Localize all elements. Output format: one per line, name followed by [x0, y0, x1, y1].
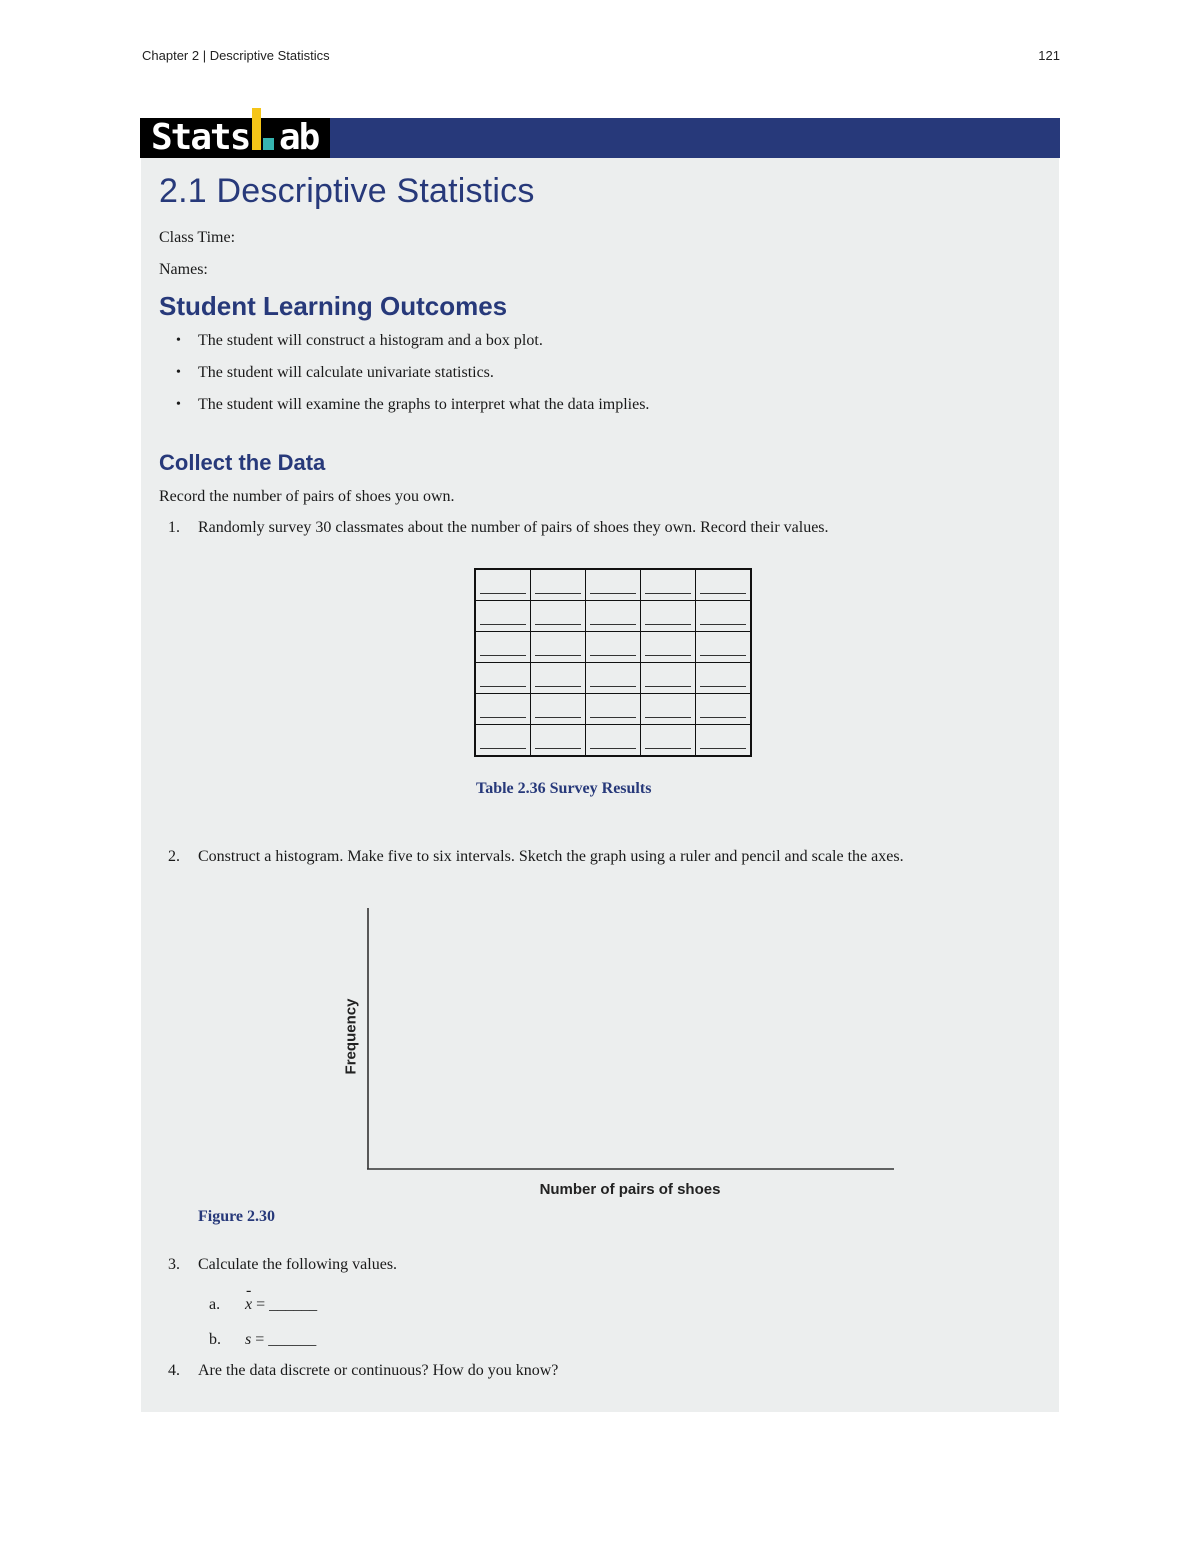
blank-cell[interactable] [531, 694, 586, 725]
subitem-mean [209, 1282, 318, 1314]
blank-cell[interactable] [641, 725, 696, 757]
collect-heading: Collect the Data [159, 450, 326, 475]
step-1 [168, 519, 829, 537]
stdev-blank[interactable]: = ______ [251, 1331, 317, 1348]
subitem-label: b. [209, 1331, 221, 1348]
figure-caption: Figure 2.30 [198, 1208, 276, 1225]
blank-cell[interactable] [641, 663, 696, 694]
subitem-label: a. [209, 1296, 221, 1313]
logo-text-ab: ab [279, 117, 319, 158]
table-row [475, 725, 751, 757]
blank-cell[interactable] [531, 663, 586, 694]
logo-teal-block-icon [263, 138, 274, 150]
logo-text-stats: Stats [151, 117, 250, 158]
blank-cell[interactable] [475, 694, 531, 725]
x-axis-label: Number of pairs of shoes [539, 1181, 721, 1198]
outcomes-list [176, 330, 649, 426]
histogram-axes [330, 900, 910, 1180]
table-row [475, 601, 751, 632]
blank-cell[interactable] [586, 725, 641, 757]
list-item: • The student will examine the graphs to interpret what the data implies. [176, 394, 649, 426]
blank-cell[interactable] [696, 569, 752, 601]
blank-cell[interactable] [641, 694, 696, 725]
blank-cell[interactable] [696, 694, 752, 725]
blank-cell[interactable] [475, 601, 531, 632]
step-4 [168, 1362, 558, 1380]
blank-cell[interactable] [696, 663, 752, 694]
s-symbol: s [245, 1331, 252, 1348]
blank-cell[interactable] [696, 601, 752, 632]
table-row [475, 663, 751, 694]
outcomes-heading: Student Learning Outcomes [159, 291, 508, 321]
list-item: • The student will calculate univariate statistics. [176, 362, 649, 394]
blank-cell[interactable] [641, 601, 696, 632]
blank-cell[interactable] [641, 569, 696, 601]
x-bar-symbol: - x [245, 1282, 253, 1313]
survey-results-table [474, 568, 752, 757]
blank-cell[interactable] [696, 632, 752, 663]
chapter-title: Chapter 2 | Descriptive Statistics [142, 48, 330, 63]
running-head [142, 48, 1060, 63]
blank-cell[interactable] [475, 725, 531, 757]
step-2 [168, 848, 904, 866]
subitem-stdev [209, 1331, 316, 1349]
step-number: 4. [168, 1362, 180, 1379]
table-row [475, 632, 751, 663]
list-item: • The student will construct a histogram and a box plot. [176, 330, 649, 362]
lab-title: 2.1 Descriptive Statistics [159, 172, 535, 210]
blank-cell[interactable] [531, 569, 586, 601]
page-number: 121 [1038, 48, 1060, 63]
blank-cell[interactable] [696, 725, 752, 757]
blank-cell[interactable] [586, 694, 641, 725]
blank-cell[interactable] [531, 632, 586, 663]
step-text: Calculate the following values. [198, 1256, 398, 1273]
step-text: Randomly survey 30 classmates about the number of pairs of shoes they own. Record their values. [198, 519, 829, 536]
step-text: Are the data discrete or continuous? How do you know? [198, 1362, 559, 1379]
logo-yellow-bar-icon [252, 108, 261, 150]
step-number: 2. [168, 848, 180, 865]
table-caption: Table 2.36 Survey Results [476, 780, 652, 797]
blank-cell[interactable] [475, 632, 531, 663]
collect-intro: Record the number of pairs of shoes you own. [159, 488, 455, 505]
step-number: 1. [168, 519, 180, 536]
blank-cell[interactable] [531, 601, 586, 632]
blank-cell[interactable] [641, 632, 696, 663]
blank-cell[interactable] [586, 663, 641, 694]
step-text: Construct a histogram. Make five to six intervals. Sketch the graph using a ruler and pencil and scale the axes. [198, 848, 904, 865]
blank-cell[interactable] [475, 663, 531, 694]
blank-cell[interactable] [586, 601, 641, 632]
table-row [475, 694, 751, 725]
blank-cell[interactable] [475, 569, 531, 601]
stats-lab-logo [140, 118, 330, 158]
blank-cell[interactable] [531, 725, 586, 757]
stats-lab-banner [140, 118, 1060, 158]
step-3 [168, 1256, 397, 1274]
blank-cell[interactable] [586, 569, 641, 601]
y-axis-label: Frequency [342, 998, 360, 1075]
table-row [475, 569, 751, 601]
class-time-label: Class Time: [159, 229, 236, 246]
blank-cell[interactable] [586, 632, 641, 663]
mean-blank[interactable]: = ______ [252, 1296, 318, 1313]
step-number: 3. [168, 1256, 180, 1273]
overbar-icon: - [246, 1282, 252, 1299]
names-label: Names: [159, 261, 208, 278]
